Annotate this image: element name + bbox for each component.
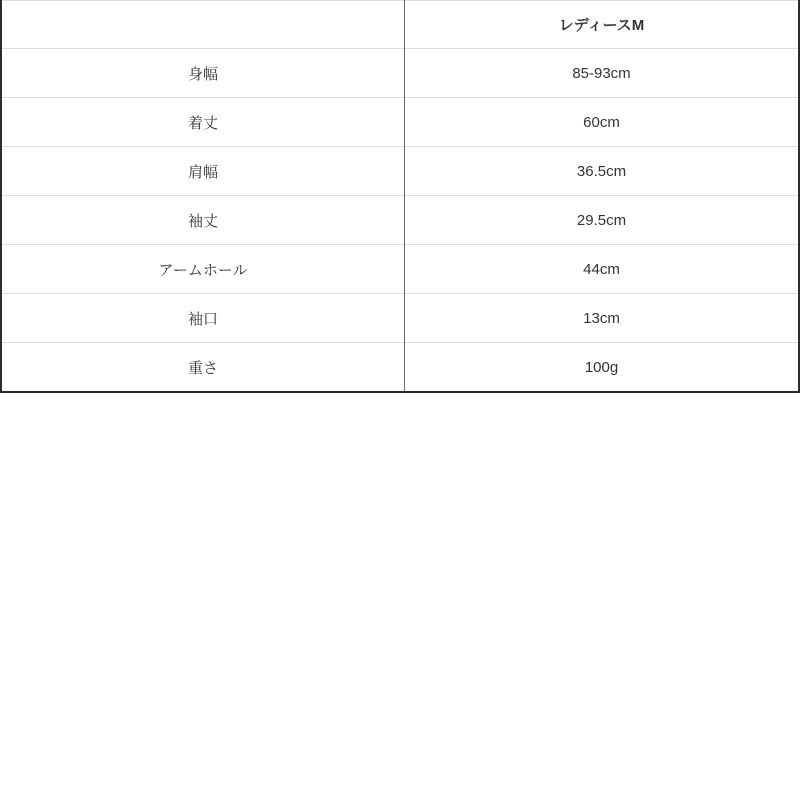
size-chart-table [0,0,800,393]
measurement-label: 袖口 [1,294,405,343]
measurement-value: 36.5cm [405,147,800,196]
header-empty-cell [1,1,405,49]
table-row [1,196,799,245]
size-chart-body [1,49,799,393]
table-row [1,343,799,393]
measurement-value: 13cm [405,294,800,343]
measurement-label: アームホール [1,245,405,294]
measurement-value: 29.5cm [405,196,800,245]
table-row [1,294,799,343]
table-row [1,49,799,98]
measurement-label: 身幅 [1,49,405,98]
table-row [1,98,799,147]
measurement-value: 44cm [405,245,800,294]
measurement-value: 60cm [405,98,800,147]
header-size-cell: レディースM [405,1,800,49]
measurement-value: 100g [405,343,800,393]
table-header-row [1,1,799,49]
table-row [1,147,799,196]
measurement-label: 着丈 [1,98,405,147]
table-row [1,245,799,294]
measurement-label: 重さ [1,343,405,393]
measurement-label: 袖丈 [1,196,405,245]
measurement-label: 肩幅 [1,147,405,196]
size-chart-header [1,1,799,49]
measurement-value: 85-93cm [405,49,800,98]
